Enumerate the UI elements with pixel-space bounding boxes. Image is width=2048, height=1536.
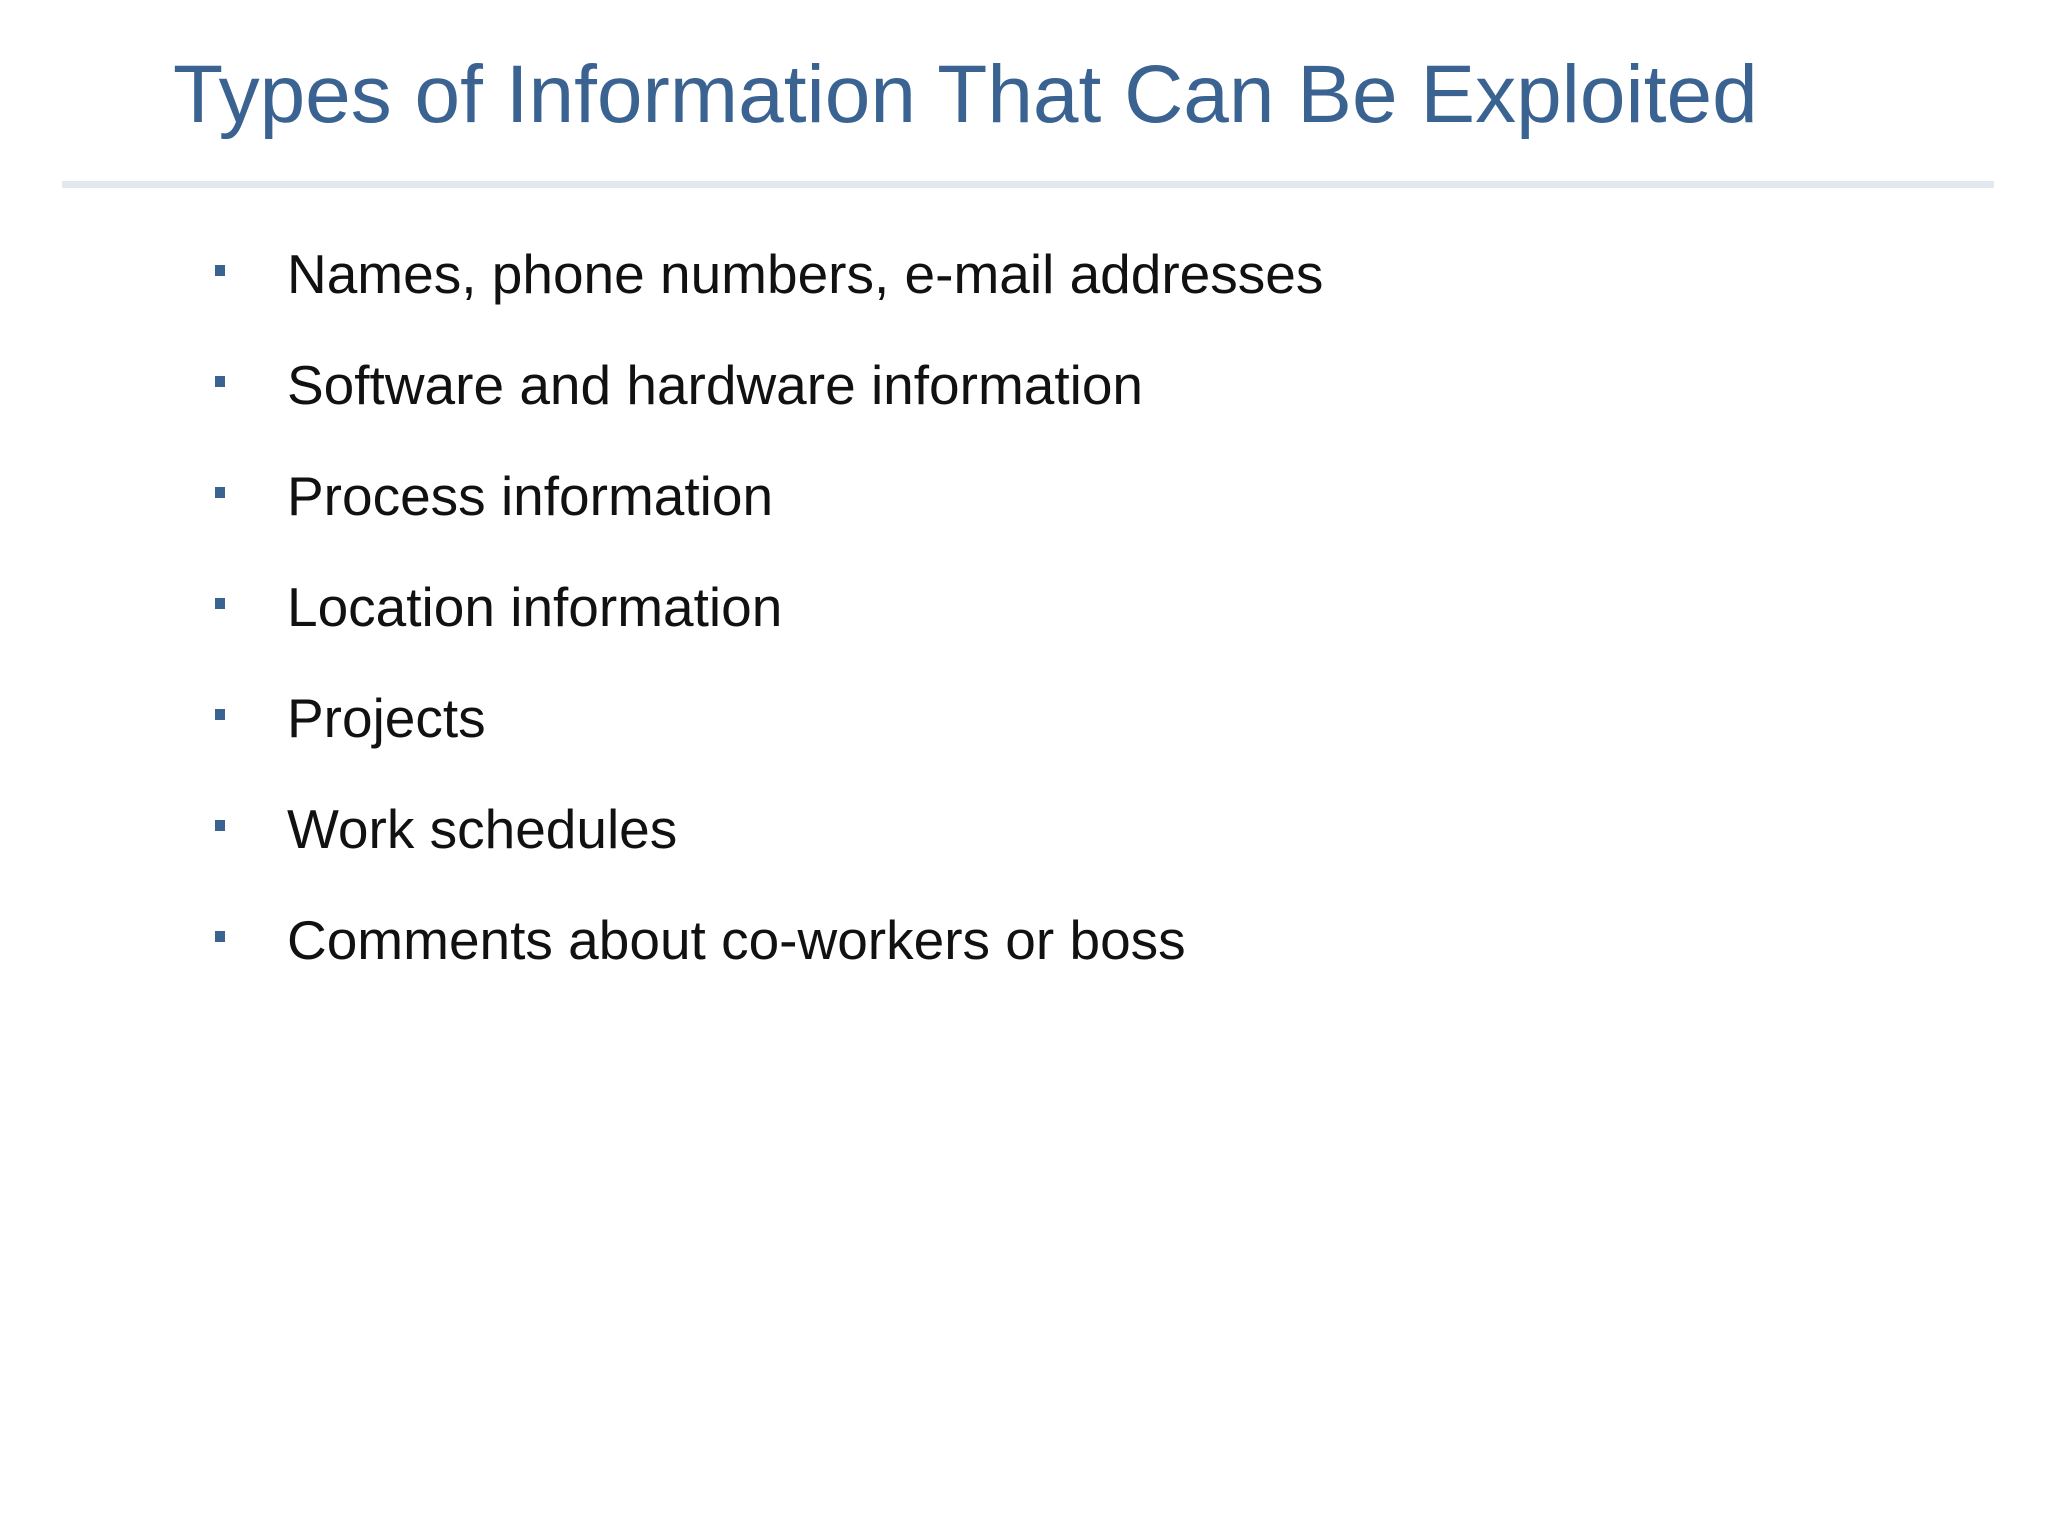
bullet-text: Location information <box>287 576 783 638</box>
bullet-text: Comments about co-workers or boss <box>287 909 1186 971</box>
bullet-text: Projects <box>287 687 486 749</box>
bullet-text: Work schedules <box>287 798 678 860</box>
square-bullet-icon <box>215 265 225 276</box>
square-bullet-icon <box>215 376 225 387</box>
square-bullet-icon <box>215 931 225 942</box>
square-bullet-icon <box>215 709 225 720</box>
bullet-text: Software and hardware information <box>287 354 1144 416</box>
bullet-text: Process information <box>287 465 774 527</box>
square-bullet-icon <box>215 487 225 498</box>
square-bullet-icon <box>215 598 225 609</box>
title-divider <box>62 181 1994 188</box>
square-bullet-icon <box>215 820 225 831</box>
bullet-text: Names, phone numbers, e-mail addresses <box>287 243 1324 305</box>
slide-title: Types of Information That Can Be Exploited <box>173 49 1758 140</box>
